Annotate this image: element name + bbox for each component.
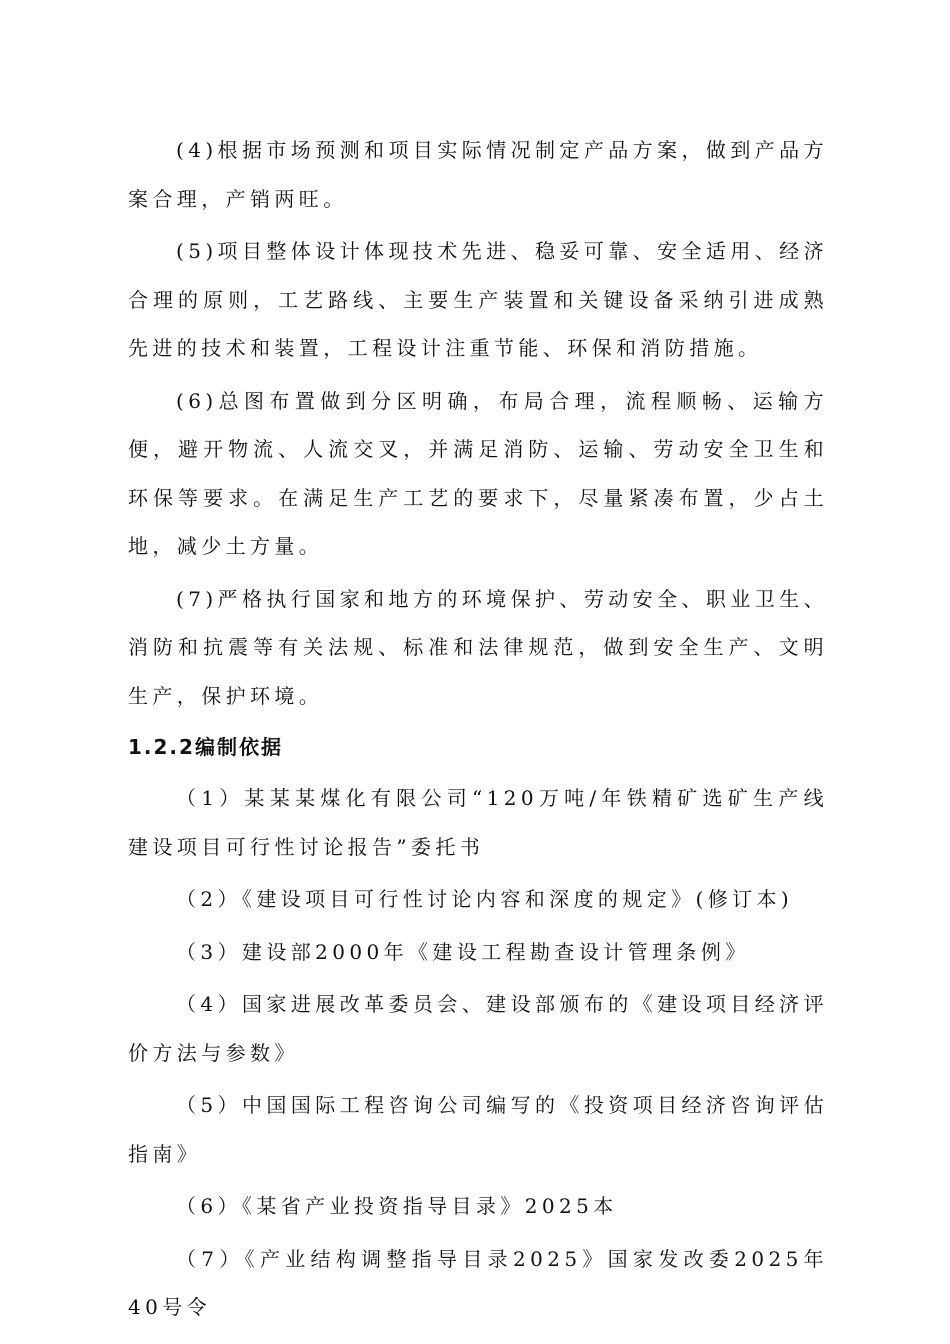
document-page: [128, 126, 828, 1336]
reference-item-5: （5）中国国际工程咨询公司编写的《投资项目经济咨询评估指南》: [128, 1093, 828, 1166]
principle-paragraph-5: (5)项目整体设计体现技术先进、稳妥可靠、安全适用、经济合理的原则，工艺路线、主要生产装置和关键设备采纳引进成熟先进的技术和装置，工程设计注重节能、环保和消防措施。: [128, 239, 828, 360]
reference-item-7: （7）《产业结构调整指导目录2025》国家发改委2025年40号令: [128, 1246, 828, 1319]
principle-paragraph-4: (4)根据市场预测和项目实际情况制定产品方案，做到产品方案合理，产销两旺。: [128, 138, 828, 211]
reference-item-6: （6）《某省产业投资指导目录》2025本: [176, 1194, 618, 1218]
reference-item-3: （3）建设部2000年《建设工程勘查设计管理条例》: [176, 939, 750, 964]
section-heading: 1.2.2编制依据: [128, 735, 283, 759]
reference-item-4: （4）国家进展改革委员会、建设部颁布的《建设项目经济评价方法与参数》: [128, 992, 828, 1065]
reference-item-2: （2）《建设项目可行性讨论内容和深度的规定》(修订本): [176, 887, 794, 911]
principle-paragraph-7: (7)严格执行国家和地方的环境保护、劳动安全、职业卫生、消防和抗震等有关法规、标准和法律规范，做到安全生产、文明生产，保护环境。: [128, 586, 828, 708]
principle-paragraph-6: (6)总图布置做到分区明确，布局合理，流程顺畅、运输方便，避开物流、人流交叉，并满足消防、运输、劳动安全卫生和环保等要求。在满足生产工艺的要求下，尽量紧凑布置，少占土地，减少土方量。: [128, 388, 828, 558]
reference-item-1: （1）某某某煤化有限公司“120万吨/年铁精矿选矿生产线建设项目可行性讨论报告”委托书: [128, 786, 828, 859]
